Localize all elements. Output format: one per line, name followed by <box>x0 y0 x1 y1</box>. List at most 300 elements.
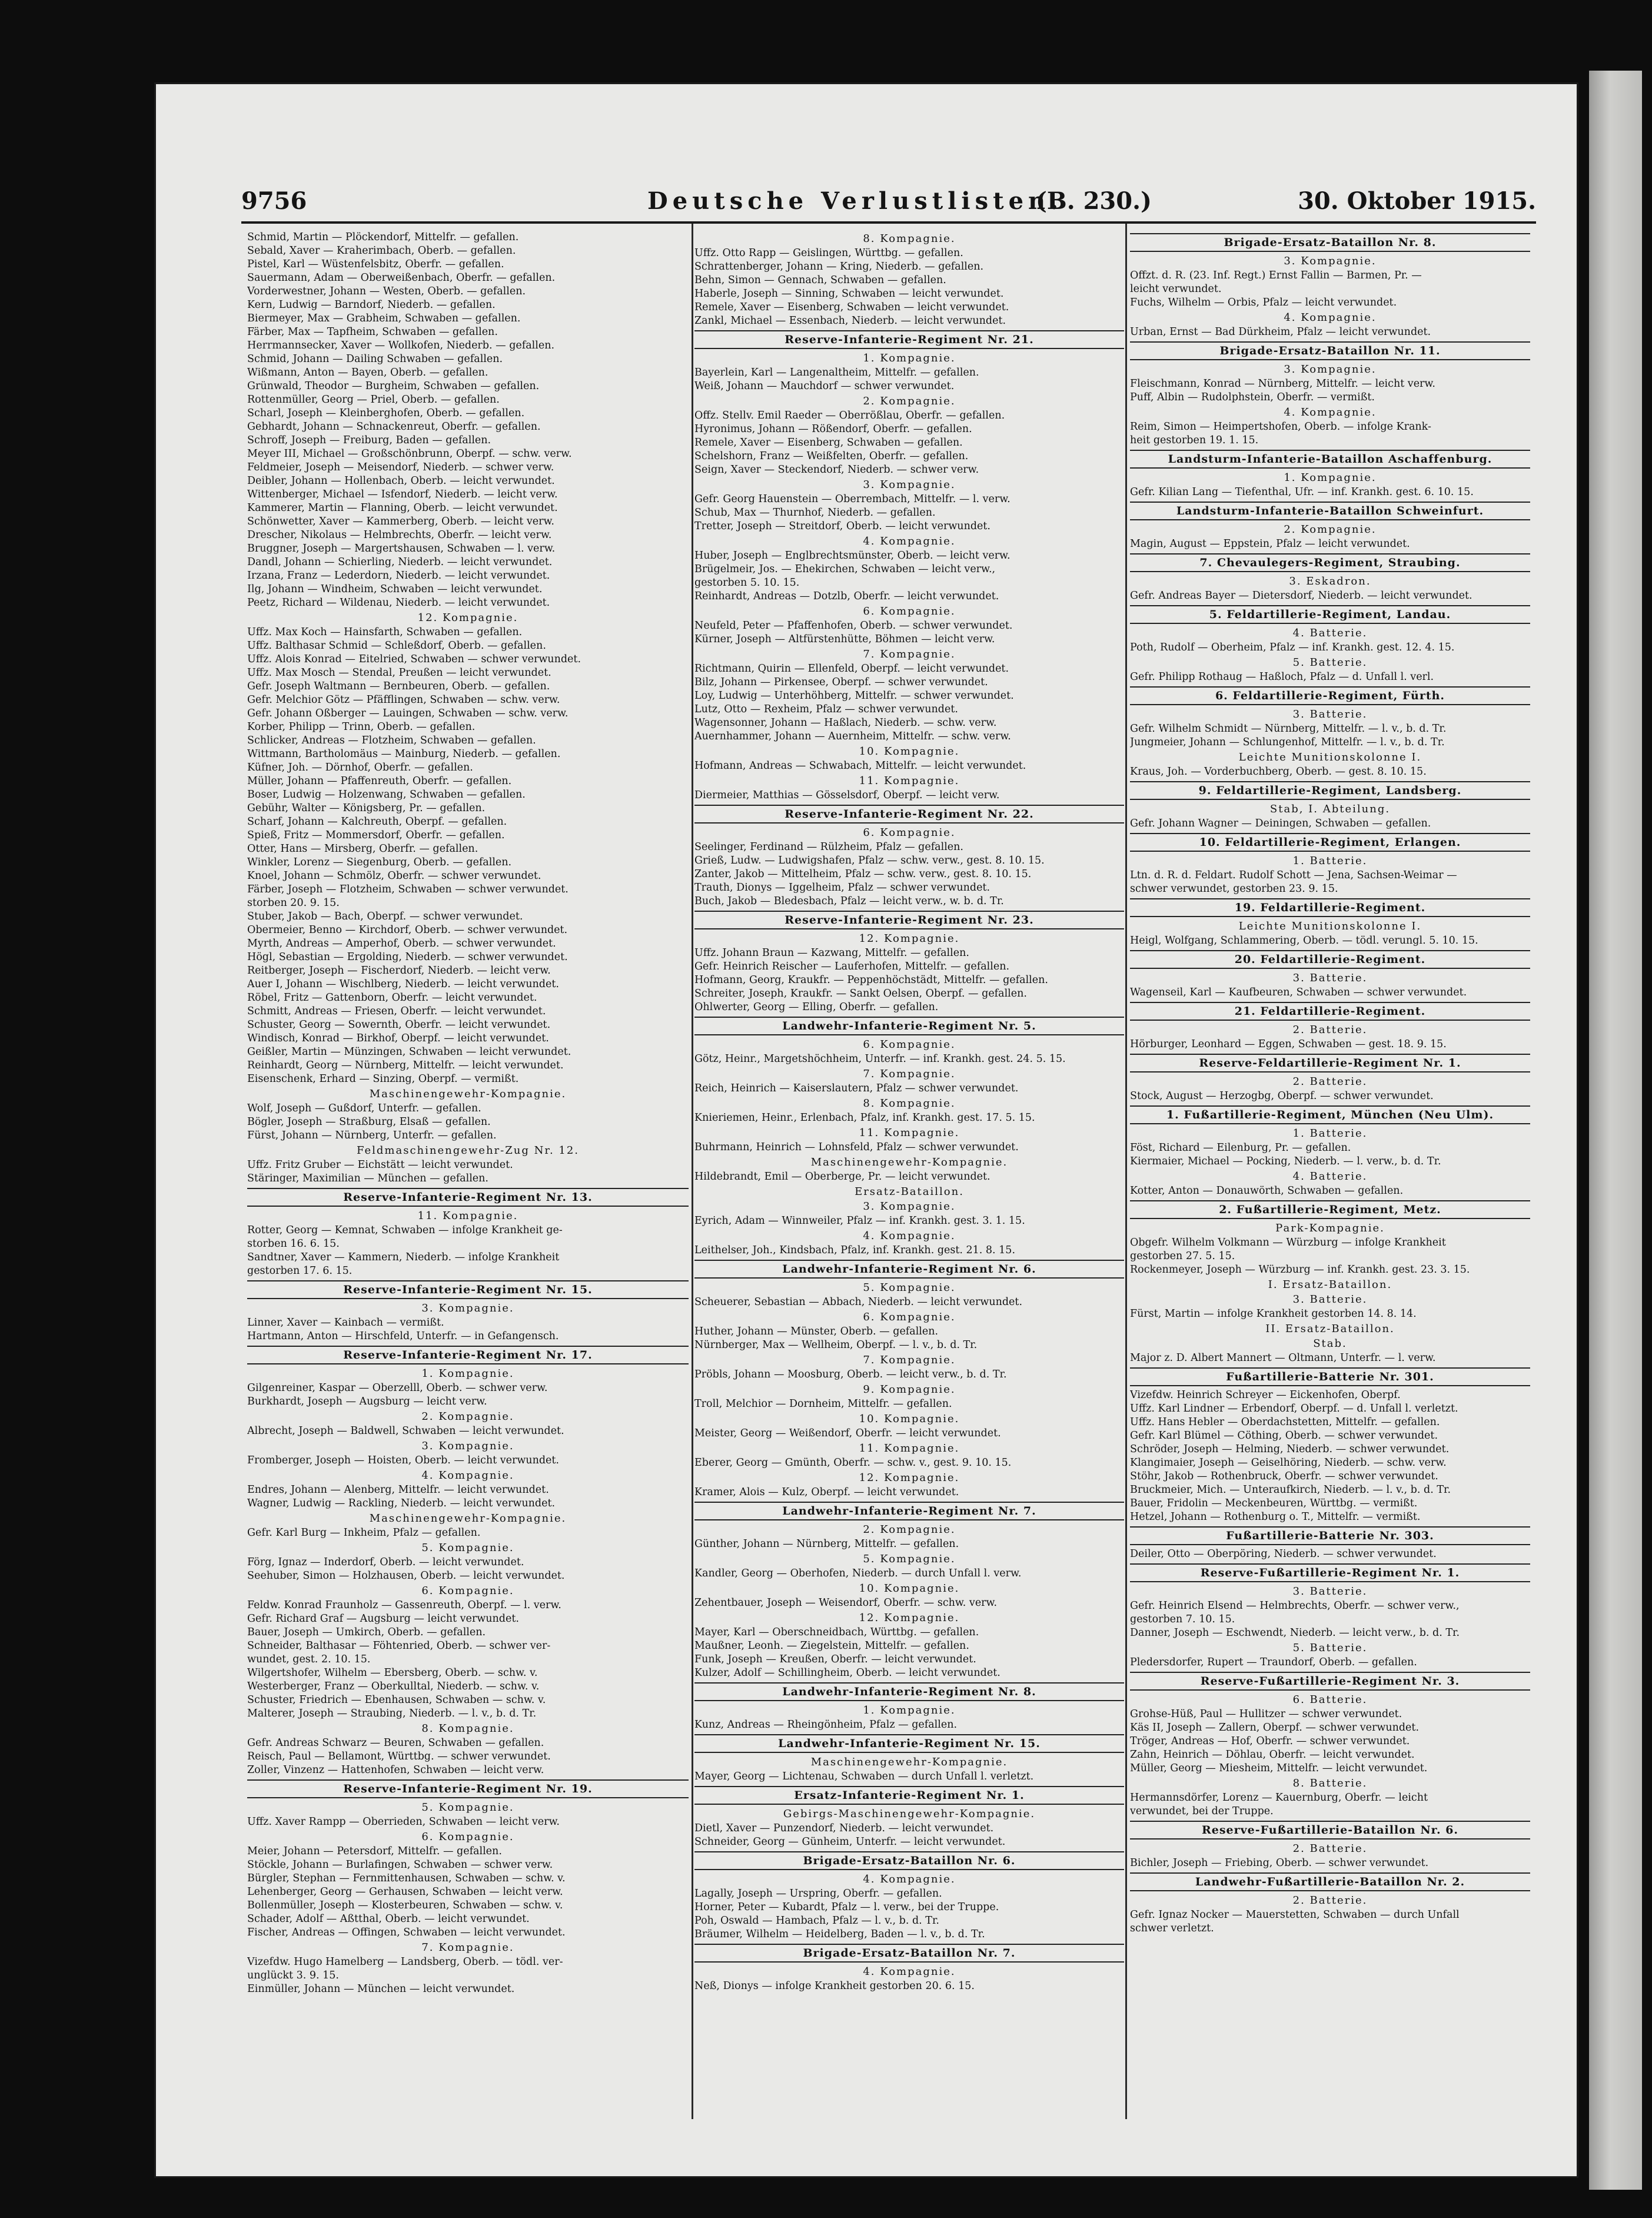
casualty-section <box>1130 1821 1530 1870</box>
casualty-section <box>1130 311 1530 339</box>
casualty-section <box>694 605 1124 646</box>
regiment-heading: Reserve-Infanterie-Regiment Nr. 13. <box>247 1188 689 1207</box>
casualty-entry: verwundet, bei der Truppe. <box>1130 1805 1274 1817</box>
casualty-entry: Seelinger, Ferdinand — Rülzheim, Pfalz — gefallen. <box>694 841 963 853</box>
casualty-entry: Lutz, Otto — Rexheim, Pfalz — schwer verwundet. <box>694 703 958 715</box>
unit-subheading: 2. Batterie. <box>1292 1024 1368 1036</box>
casualty-entry: Behn, Simon — Gennach, Schwaben — gefallen. <box>694 274 946 286</box>
casualty-entry: Schmid, Martin — Plöckendorf, Mittelfr. — gefallen. <box>247 231 519 243</box>
casualty-entry: Richtmann, Quirin — Ellenfeld, Oberpf. — leicht verwundet. <box>694 663 1009 675</box>
regiment-heading: 7. Chevaulegers-Regiment, Straubing. <box>1130 553 1530 572</box>
casualty-entry: Högl, Sebastian — Ergolding, Niederb. — schwer verwundet. <box>247 951 568 963</box>
casualty-entry: Käs II, Joseph — Zallern, Oberpf. — schwer verwundet. <box>1130 1722 1420 1734</box>
column-divider <box>1125 224 1127 2119</box>
casualty-entry: Schmitt, Andreas — Friesen, Oberfr. — leicht verwundet. <box>247 1005 546 1017</box>
casualty-section <box>1130 1337 1530 1365</box>
casualty-entry: Huber, Joseph — Englbrechtsmünster, Oberb. — leicht verw. <box>694 550 1011 562</box>
casualty-entry: Urban, Ernst — Bad Dürkheim, Pfalz — leicht verwundet. <box>1130 326 1431 338</box>
casualty-entry: Färber, Joseph — Flotzheim, Schwaben — schwer verwundet. <box>247 884 569 895</box>
casualty-section <box>694 911 1124 1014</box>
regiment-heading: Reserve-Fußartillerie-Regiment Nr. 1. <box>1130 1563 1530 1582</box>
casualty-entry: Boser, Ludwig — Holzenwang, Schwaben — gefallen. <box>247 789 526 801</box>
casualty-entry: Uffz. Balthasar Schmid — Schleßdorf, Oberb. — gefallen. <box>247 640 546 652</box>
casualty-entry: Deibler, Johann — Hollenbach, Oberb. — leicht verwundet. <box>247 475 555 487</box>
casualty-section <box>1130 406 1530 447</box>
casualty-section <box>694 1442 1124 1470</box>
casualty-entry: Scharl, Joseph — Kleinberghofen, Oberb. — gefallen. <box>247 407 525 419</box>
unit-subheading: I. Ersatz-Bataillon. <box>1268 1279 1392 1291</box>
unit-subheading: 3. Kompagnie. <box>421 1440 514 1452</box>
casualty-entry: Wagensonner, Johann — Haßlach, Niederb. — schw. verw. <box>694 717 997 729</box>
casualty-section <box>1130 1105 1530 1168</box>
casualty-section <box>694 1502 1124 1551</box>
casualty-entry: Grünwald, Theodor — Burgheim, Schwaben — gefallen. <box>247 380 540 392</box>
regiment-heading: Brigade-Ersatz-Bataillon Nr. 8. <box>1130 233 1530 252</box>
casualty-section <box>694 1851 1124 1941</box>
casualty-section <box>247 1779 689 1829</box>
unit-subheading: 4. Kompagnie. <box>863 535 956 547</box>
casualty-entry: Uffz. Johann Braun — Kazwang, Mittelfr. — gefallen. <box>694 947 969 959</box>
casualty-section <box>247 1541 689 1583</box>
casualty-entry: Vizefdw. Hugo Hamelberg — Landsberg, Oberb. — tödl. ver- <box>247 1956 563 1968</box>
casualty-entry: Uffz. Karl Lindner — Erbendorf, Oberpf. — d. Unfall l. verletzt. <box>1130 1403 1458 1415</box>
casualty-entry: Zehentbauer, Joseph — Weisendorf, Oberfr. — schw. verw. <box>694 1597 998 1609</box>
casualty-entry: Bauer, Fridolin — Meckenbeuren, Württbg. — vermißt. <box>1130 1498 1418 1509</box>
casualty-entry: schwer verletzt. <box>1130 1923 1214 1934</box>
casualty-entry: Horner, Peter — Kubardt, Pfalz — l. verw., bei der Truppe. <box>694 1901 999 1913</box>
casualty-entry: Fischer, Andreas — Offingen, Schwaben — leicht verwundet. <box>247 1927 566 1938</box>
casualty-section <box>247 1280 689 1343</box>
casualty-section <box>1130 553 1530 603</box>
casualty-entry: Uffz. Alois Konrad — Eitelried, Schwaben — schwer verwundet. <box>247 653 581 665</box>
casualty-entry: Magin, August — Eppstein, Pfalz — leicht verwundet. <box>1130 538 1410 550</box>
casualty-entry: unglückt 3. 9. 15. <box>247 1970 339 1981</box>
casualty-section <box>694 774 1124 802</box>
casualty-entry: Neß, Dionys — infolge Krankheit gestorben 20. 6. 15. <box>694 1980 975 1992</box>
casualty-entry: Loy, Ludwig — Unterhöhberg, Mittelfr. — schwer verwundet. <box>694 690 1014 702</box>
casualty-entry: Heigl, Wolfgang, Schlammering, Oberb. — tödl. verungl. 5. 10. 15. <box>1130 935 1478 947</box>
casualty-entry: Knoel, Johann — Schmölz, Oberfr. — schwer verwundet. <box>247 870 541 882</box>
unit-subheading: 6. Batterie. <box>1292 1694 1368 1706</box>
casualty-entry: Scheuerer, Sebastian — Abbach, Niederb. — leicht verwundet. <box>694 1296 1023 1308</box>
regiment-heading: Landsturm-Infanterie-Bataillon Schweinfurt. <box>1130 502 1530 520</box>
casualty-entry: Bruckmeier, Mich. — Unteraufkirch, Niederb. — l. v., b. d. Tr. <box>1130 1484 1451 1496</box>
unit-subheading: 7. Kompagnie. <box>863 1354 956 1366</box>
casualty-entry: Schader, Adolf — Aßtthal, Oberb. — leicht verwundet. <box>247 1913 530 1925</box>
casualty-entry: Stöhr, Jakob — Rothenbruck, Oberfr. — schwer verwundet. <box>1130 1470 1438 1482</box>
casualty-entry: Burkhardt, Joseph — Augsburg — leicht verw. <box>247 1396 487 1407</box>
unit-subheading: 8. Batterie. <box>1292 1777 1368 1789</box>
casualty-section <box>247 611 689 1086</box>
casualty-entry: Gefr. Johann Wagner — Deiningen, Schwaben — gefallen. <box>1130 818 1431 829</box>
regiment-heading: Brigade-Ersatz-Bataillon Nr. 6. <box>694 1851 1124 1870</box>
unit-subheading: 7. Kompagnie. <box>863 648 956 660</box>
unit-subheading: Park-Kompagnie. <box>1275 1222 1385 1234</box>
casualty-section <box>694 1353 1124 1382</box>
casualty-section <box>1130 1293 1530 1321</box>
regiment-heading: 2. Fußartillerie-Regiment, Metz. <box>1130 1200 1530 1219</box>
unit-subheading: 5. Batterie. <box>1292 1642 1368 1654</box>
casualty-entry: storben 16. 6. 15. <box>247 1238 340 1250</box>
casualty-entry: Gefr. Georg Hauenstein — Oberrembach, Mittelfr. — l. verw. <box>694 493 1011 505</box>
casualty-entry: Auernhammer, Johann — Auernheim, Mittelfr. — schw. verw. <box>694 731 1011 742</box>
casualty-entry: Zanter, Jakob — Mittelheim, Pfalz — schw. verw., gest. 8. 10. 15. <box>694 868 1032 880</box>
casualty-section <box>694 1412 1124 1440</box>
casualty-section <box>247 1512 689 1540</box>
casualty-section <box>1130 233 1530 310</box>
casualty-entry: Gebhardt, Johann — Schnackenreut, Oberfr. — gefallen. <box>247 421 541 433</box>
casualty-entry: Poh, Oswald — Hambach, Pfalz — l. v., b. d. Tr. <box>694 1915 939 1927</box>
unit-subheading: 2. Kompagnie. <box>421 1410 514 1423</box>
casualty-section <box>1130 341 1530 404</box>
casualty-section <box>694 1156 1124 1184</box>
casualty-section <box>694 1383 1124 1411</box>
unit-subheading: 3. Batterie. <box>1292 1293 1368 1306</box>
unit-subheading: 3. Kompagnie. <box>863 1200 956 1213</box>
unit-subheading: 7. Kompagnie. <box>421 1941 514 1954</box>
unit-subheading: Leichte Munitionskolonne I. <box>1238 920 1422 932</box>
casualty-entry: Gefr. Richard Graf — Augsburg — leicht verwundet. <box>247 1613 519 1625</box>
casualty-entry: Gefr. Karl Burg — Inkheim, Pfalz — gefallen. <box>247 1527 481 1539</box>
casualty-entry: Gefr. Heinrich Elsend — Helmbrechts, Oberfr. — schwer verw., <box>1130 1600 1460 1612</box>
casualty-section <box>694 394 1124 477</box>
casualty-section <box>694 1260 1124 1309</box>
casualty-entry: Schlicker, Andreas — Flotzheim, Schwaben — gefallen. <box>247 735 536 746</box>
casualty-section <box>247 1087 689 1143</box>
casualty-entry: Müller, Johann — Pfaffenreuth, Oberfr. — gefallen. <box>247 775 512 787</box>
casualty-entry: Huther, Johann — Münster, Oberb. — gefallen. <box>694 1326 939 1337</box>
unit-subheading: 11. Kompagnie. <box>859 1127 960 1139</box>
casualty-entry: Sebald, Xaver — Kraherimbach, Oberb. — gefallen. <box>247 245 516 257</box>
regiment-heading: Landsturm-Infanterie-Bataillon Aschaffenburg. <box>1130 450 1530 469</box>
casualty-section <box>1130 1054 1530 1103</box>
casualty-entry: Kammerer, Martin — Flanning, Oberb. — leicht verwundet. <box>247 502 558 514</box>
casualty-entry: Färber, Max — Tapfheim, Schwaben — gefallen. <box>247 326 498 338</box>
regiment-heading: 19. Feldartillerie-Regiment. <box>1130 898 1530 917</box>
unit-subheading: 3. Eskadron. <box>1289 575 1371 587</box>
casualty-entry: Diermeier, Matthias — Gösselsdorf, Oberpf. — leicht verw. <box>694 789 1000 801</box>
casualty-section <box>247 1346 689 1409</box>
casualty-entry: Brügelmeir, Jos. — Ehekirchen, Schwaben — leicht verw., <box>694 563 996 575</box>
casualty-entry: Fuchs, Wilhelm — Orbis, Pfalz — leicht verwundet. <box>1130 297 1397 308</box>
casualty-entry: Vorderwestner, Johann — Westen, Oberb. — gefallen. <box>247 285 526 297</box>
casualty-entry: Knieriemen, Heinr., Erlenbach, Pfalz, inf. Krankh. gest. 17. 5. 15. <box>694 1112 1035 1124</box>
unit-subheading: 5. Kompagnie. <box>421 1542 514 1554</box>
casualty-section <box>694 1582 1124 1610</box>
casualty-entry: Kiermaier, Michael — Pocking, Niederb. — l. verw., b. d. Tr. <box>1130 1156 1441 1167</box>
column-2 <box>694 231 1124 2114</box>
unit-subheading: 3. Batterie. <box>1292 708 1368 720</box>
casualty-section <box>694 1786 1124 1849</box>
casualty-section <box>247 1584 689 1721</box>
unit-subheading: 12. Kompagnie. <box>859 1612 960 1624</box>
casualty-entry: Bollenmüller, Joseph — Klosterbeuren, Schwaben — schw. v. <box>247 1900 563 1911</box>
casualty-entry: Stöckle, Johann — Burlafingen, Schwaben — schwer verw. <box>247 1859 553 1871</box>
casualty-entry: Wilgertshofer, Wilhelm — Ebersberg, Oberb. — schw. v. <box>247 1667 538 1679</box>
casualty-entry: Kürner, Joseph — Altfürstenhütte, Böhmen — leicht verw. <box>694 633 995 645</box>
casualty-entry: Ilg, Johann — Windheim, Schwaben — leicht verwundet. <box>247 583 543 595</box>
casualty-entry: Uffz. Hans Hebler — Oberdachstetten, Mittelfr. — gefallen. <box>1130 1416 1440 1428</box>
casualty-entry: Obermeier, Benno — Kirchdorf, Oberb. — schwer verwundet. <box>247 924 568 936</box>
casualty-entry: Schelshorn, Franz — Weißfelten, Oberfr. — gefallen. <box>694 450 969 462</box>
casualty-section <box>1130 833 1530 896</box>
casualty-entry: gestorben 17. 6. 15. <box>247 1265 353 1277</box>
casualty-entry: Pröbls, Johann — Moosburg, Oberb. — leicht verw., b. d. Tr. <box>694 1369 1007 1380</box>
regiment-heading: Reserve-Infanterie-Regiment Nr. 23. <box>694 911 1124 929</box>
casualty-entry: Linner, Xaver — Kainbach — vermißt. <box>247 1317 444 1329</box>
regiment-heading: 9. Feldartillerie-Regiment, Landsberg. <box>1130 781 1530 800</box>
casualty-entry: Müller, Georg — Miesheim, Mittelfr. — leicht verwundet. <box>1130 1762 1428 1774</box>
casualty-entry: Geißler, Martin — Münzingen, Schwaben — leicht verwundet. <box>247 1046 571 1058</box>
casualty-entry: Röbel, Fritz — Gattenborn, Oberfr. — leicht verwundet. <box>247 992 537 1004</box>
casualty-entry: Gefr. Wilhelm Schmidt — Nürnberg, Mittelfr. — l. v., b. d. Tr. <box>1130 723 1447 735</box>
casualty-entry: Seign, Xaver — Steckendorf, Niederb. — schwer verw. <box>694 464 979 476</box>
casualty-section <box>247 1830 689 1940</box>
casualty-entry: Grohse-Hüß, Paul — Hullitzer — schwer verwundet. <box>1130 1708 1402 1720</box>
unit-subheading: II. Ersatz-Bataillon. <box>1265 1323 1395 1335</box>
regiment-heading: 20. Feldartillerie-Regiment. <box>1130 950 1530 969</box>
casualty-entry: storben 20. 9. 15. <box>247 897 340 909</box>
casualty-entry: Wagner, Ludwig — Rackling, Niederb. — leicht verwundet. <box>247 1498 556 1509</box>
unit-subheading: 5. Kompagnie. <box>863 1281 956 1294</box>
regiment-heading: Fußartillerie-Batterie Nr. 303. <box>1130 1526 1530 1545</box>
regiment-heading: 6. Feldartillerie-Regiment, Fürth. <box>1130 686 1530 705</box>
casualty-entry: Zankl, Michael — Essenbach, Niederb. — leicht verwundet. <box>694 315 1006 327</box>
casualty-section <box>1130 950 1530 1000</box>
casualty-entry: Schmid, Johann — Dailing Schwaben — gefallen. <box>247 353 503 365</box>
casualty-section <box>694 1017 1124 1066</box>
casualty-section <box>1130 502 1530 551</box>
unit-subheading: 8. Kompagnie. <box>863 1097 956 1110</box>
unit-subheading: 3. Kompagnie. <box>1284 363 1377 376</box>
casualty-entry: Schneider, Balthasar — Föhtenried, Oberb. — schwer ver- <box>247 1640 551 1652</box>
casualty-section <box>694 1682 1124 1732</box>
casualty-entry: Offz. Stellv. Emil Raeder — Oberrößlau, Oberfr. — gefallen. <box>694 410 1005 421</box>
casualty-entry: Bögler, Joseph — Straßburg, Elsaß — gefallen. <box>247 1116 491 1128</box>
casualty-section <box>694 232 1124 328</box>
casualty-entry: Weiß, Johann — Mauchdorf — schwer verwundet. <box>694 380 955 392</box>
unit-subheading: Stab, I. Abteilung. <box>1269 803 1391 815</box>
casualty-entry: Leithelser, Joh., Kindsbach, Pfalz, inf. Krankh. gest. 21. 8. 15. <box>694 1244 1016 1256</box>
casualty-entry: Eberer, Georg — Gmünth, Oberfr. — schw. v., gest. 9. 10. 15. <box>694 1457 1012 1469</box>
casualty-section <box>694 330 1124 393</box>
casualty-entry: Rockenmeyer, Joseph — Würzburg — inf. Krankh. gest. 23. 3. 15. <box>1130 1264 1470 1276</box>
casualty-entry: Gebühr, Walter — Königsberg, Pr. — gefallen. <box>247 802 486 814</box>
casualty-entry: Bilz, Johann — Pirkensee, Oberpf. — schwer verwundet. <box>694 676 988 688</box>
casualty-entry: Bichler, Joseph — Friebing, Oberb. — schwer verwundet. <box>1130 1857 1429 1869</box>
casualty-section <box>694 1229 1124 1257</box>
casualty-entry: Feldmeier, Joseph — Meisendorf, Niederb. — schwer verw. <box>247 461 554 473</box>
regiment-heading: Landwehr-Infanterie-Regiment Nr. 6. <box>694 1260 1124 1279</box>
unit-subheading: 11. Kompagnie. <box>417 1210 518 1222</box>
casualty-section <box>694 1097 1124 1125</box>
casualty-entry: Peetz, Richard — Wildenau, Niederb. — leicht verwundet. <box>247 597 550 609</box>
casualty-section <box>694 1471 1124 1499</box>
casualty-entry: Schreiter, Joseph, Kraukfr. — Sankt Oelsen, Oberpf. — gefallen. <box>694 988 1027 1000</box>
casualty-section <box>694 745 1124 773</box>
casualty-section <box>1130 1322 1530 1336</box>
unit-subheading: 5. Kompagnie. <box>863 1553 956 1565</box>
column-3 <box>1130 231 1530 2114</box>
casualty-entry: Neufeld, Peter — Pfaffenhofen, Oberb. — schwer verwundet. <box>694 620 1013 632</box>
casualty-entry: Albrecht, Joseph — Baldwell, Schwaben — leicht verwundet. <box>247 1425 564 1437</box>
casualty-entry: Gefr. Ignaz Nocker — Mauerstetten, Schwaben — durch Unfall <box>1130 1909 1460 1921</box>
casualty-entry: Gefr. Karl Blümel — Cöthing, Oberb. — schwer verwundet. <box>1130 1430 1438 1442</box>
regiment-heading: Fußartillerie-Batterie Nr. 301. <box>1130 1367 1530 1386</box>
casualty-section <box>694 1552 1124 1581</box>
unit-subheading: Leichte Munitionskolonne I. <box>1238 751 1422 763</box>
casualty-entry: Sauermann, Adam — Oberweißenbach, Oberfr. — gefallen. <box>247 272 556 284</box>
casualty-entry: Hermannsdörfer, Lorenz — Kauernburg, Oberfr. — leicht <box>1130 1792 1428 1804</box>
casualty-entry: Gefr. Andreas Schwarz — Beuren, Schwaben — gefallen. <box>247 1737 544 1749</box>
casualty-section <box>1130 1002 1530 1051</box>
casualty-entry: Eisenschenk, Erhard — Sinzing, Oberpf. — vermißt. <box>247 1073 519 1085</box>
casualty-entry: Zoller, Vinzenz — Hattenhofen, Schwaben — leicht verw. <box>247 1764 544 1776</box>
unit-subheading: 3. Batterie. <box>1292 972 1368 984</box>
casualty-entry: Bräumer, Wilhelm — Heidelberg, Baden — l. v., b. d. Tr. <box>694 1928 985 1940</box>
regiment-heading: Landwehr-Fußartillerie-Bataillon Nr. 2. <box>1130 1872 1530 1891</box>
casualty-entry: Schuster, Friedrich — Ebenhausen, Schwaben — schw. v. <box>247 1694 546 1706</box>
casualty-entry: Wittmann, Bartholomäus — Mainburg, Niederb. — gefallen. <box>247 748 561 760</box>
casualty-entry: Funk, Joseph — Kreußen, Oberfr. — leicht verwundet. <box>694 1653 976 1665</box>
page-header <box>241 187 1536 214</box>
casualty-entry: Vizefdw. Heinrich Schreyer — Eickenhofen, Oberpf. <box>1130 1389 1401 1401</box>
casualty-entry: Herrmannsecker, Xaver — Wollkofen, Niederb. — gefallen. <box>247 340 555 351</box>
casualty-section <box>694 1944 1124 1993</box>
casualty-entry: Gefr. Andreas Bayer — Dietersdorf, Niederb. — leicht verwundet. <box>1130 590 1472 602</box>
casualty-entry: Schönwetter, Xaver — Kammerberg, Oberb. — leicht verw. <box>247 516 554 527</box>
casualty-section <box>1130 1641 1530 1669</box>
casualty-section <box>694 1067 1124 1095</box>
header-rule <box>241 221 1536 224</box>
casualty-entry: Kandler, Georg — Oberhofen, Niederb. — durch Unfall l. verw. <box>694 1568 1022 1579</box>
regiment-heading: Landwehr-Infanterie-Regiment Nr. 5. <box>694 1017 1124 1035</box>
unit-subheading: 11. Kompagnie. <box>859 1442 960 1455</box>
casualty-entry: Meyer III, Michael — Großschönbrunn, Oberpf. — schw. verw. <box>247 448 572 460</box>
publication-title: Deutsche Verlustlisten. <box>647 187 1063 215</box>
casualty-entry: Uffz. Xaver Rampp — Oberrieden, Schwaben — leicht verw. <box>247 1816 560 1828</box>
casualty-entry: Tröger, Andreas — Hof, Oberfr. — schwer verwundet. <box>1130 1735 1410 1747</box>
casualty-entry: Gilgenreiner, Kaspar — Oberzelll, Oberb. — schwer verw. <box>247 1382 548 1394</box>
casualty-section <box>694 1185 1124 1198</box>
casualty-entry: Myrth, Andreas — Amperhof, Oberb. — schwer verwundet. <box>247 938 556 949</box>
casualty-entry: Otter, Hans — Mirsberg, Oberfr. — gefallen. <box>247 843 478 855</box>
unit-subheading: 4. Batterie. <box>1292 627 1368 639</box>
casualty-entry: Reich, Heinrich — Kaiserslautern, Pfalz — schwer verwundet. <box>694 1083 1019 1094</box>
casualty-section <box>1130 898 1530 948</box>
casualty-entry: Kramer, Alois — Kulz, Oberpf. — leicht verwundet. <box>694 1486 959 1498</box>
casualty-entry: Einmüller, Johann — München — leicht verwundet. <box>247 1983 515 1995</box>
casualty-entry: gestorben 7. 10. 15. <box>1130 1613 1235 1625</box>
casualty-entry: Bruggner, Joseph — Margertshausen, Schwaben — l. verw. <box>247 543 556 554</box>
casualty-section <box>1130 1872 1530 1935</box>
casualty-section <box>1130 450 1530 499</box>
regiment-heading: Brigade-Ersatz-Bataillon Nr. 7. <box>694 1944 1124 1963</box>
unit-subheading: 10. Kompagnie. <box>859 745 960 758</box>
casualty-entry: Puff, Albin — Rudolphstein, Oberfr. — vermißt. <box>1130 391 1375 403</box>
casualty-entry: Winkler, Lorenz — Siegenburg, Oberb. — gefallen. <box>247 856 512 868</box>
casualty-entry: Biermeyer, Max — Grabheim, Schwaben — gefallen. <box>247 313 521 324</box>
unit-subheading: 4. Kompagnie. <box>1284 311 1377 324</box>
casualty-entry: Remele, Xaver — Eisenberg, Schwaben — leicht verwundet. <box>694 301 1009 313</box>
column-1 <box>247 231 689 2114</box>
casualty-entry: Schuster, Georg — Sowernth, Oberfr. — leicht verwundet. <box>247 1019 551 1031</box>
unit-subheading: 4. Batterie. <box>1292 1170 1368 1183</box>
casualty-section <box>1130 1278 1530 1291</box>
casualty-section <box>1130 781 1530 831</box>
unit-subheading: 2. Kompagnie. <box>863 1523 956 1536</box>
casualty-entry: Uffz. Otto Rapp — Geislingen, Württbg. — gefallen. <box>694 247 963 259</box>
casualty-section <box>247 1722 689 1777</box>
casualty-entry: Uffz. Fritz Gruber — Eichstätt — leicht verwundet. <box>247 1159 513 1171</box>
regiment-heading: 10. Feldartillerie-Regiment, Erlangen. <box>1130 833 1530 852</box>
casualty-entry: Wißmann, Anton — Bayen, Oberb. — gefallen. <box>247 367 488 378</box>
casualty-entry: Rotter, Georg — Kemnat, Schwaben — infolge Krankheit ge- <box>247 1224 563 1236</box>
casualty-section <box>694 1611 1124 1680</box>
unit-subheading: 4. Kompagnie. <box>863 1965 956 1978</box>
unit-subheading: 4. Kompagnie. <box>1284 406 1377 419</box>
casualty-section <box>1130 1200 1530 1277</box>
unit-subheading: Stab. <box>1313 1337 1347 1350</box>
adjacent-page-edge <box>1589 71 1642 2190</box>
casualty-entry: Eyrich, Adam — Winnweiler, Pfalz — inf. Krankh. gest. 3. 1. 15. <box>694 1215 1025 1227</box>
casualty-entry: Hofmann, Georg, Kraukfr. — Peppenhöchstädt, Mittelfr. — gefallen. <box>694 974 1048 986</box>
casualty-entry: Spieß, Fritz — Mommersdorf, Oberfr. — gefallen. <box>247 829 505 841</box>
casualty-entry: Meier, Johann — Petersdorf, Mittelfr. — gefallen. <box>247 1845 502 1857</box>
casualty-section <box>1130 656 1530 684</box>
regiment-heading: Landwehr-Infanterie-Regiment Nr. 8. <box>694 1682 1124 1701</box>
casualty-entry: Major z. D. Albert Mannert — Oltmann, Unterfr. — l. verw. <box>1130 1352 1436 1364</box>
casualty-entry: Sandtner, Xaver — Kammern, Niederb. — infolge Krankheit <box>247 1251 560 1263</box>
casualty-entry: Reisch, Paul — Bellamont, Württbg. — schwer verwundet. <box>247 1751 551 1762</box>
regiment-heading: Reserve-Infanterie-Regiment Nr. 17. <box>247 1346 689 1364</box>
unit-subheading: 12. Kompagnie. <box>417 612 518 624</box>
casualty-section <box>247 231 689 610</box>
casualty-entry: gestorben 5. 10. 15. <box>694 577 800 589</box>
casualty-entry: Gefr. Melchior Götz — Pfäfflingen, Schwaben — schw. verw. <box>247 694 560 706</box>
casualty-entry: Bürgler, Stephan — Fernmittenhausen, Schwaben — schw. v. <box>247 1872 566 1884</box>
casualty-entry: Ltn. d. R. d. Feldart. Rudolf Schott — Jena, Sachsen-Weimar — <box>1130 869 1457 881</box>
casualty-entry: Götz, Heinr., Margetshöchheim, Unterfr. — inf. Krankh. gest. 24. 5. 15. <box>694 1053 1066 1065</box>
casualty-entry: Trauth, Dionys — Iggelheim, Pfalz — schwer verwundet. <box>694 882 990 894</box>
casualty-entry: Förg, Ignaz — Inderdorf, Oberb. — leicht verwundet. <box>247 1556 524 1568</box>
unit-subheading: 2. Kompagnie. <box>863 395 956 407</box>
casualty-entry: Buhrmann, Heinrich — Lohnsfeld, Pfalz — schwer verwundet. <box>694 1141 1019 1153</box>
casualty-entry: Hildebrandt, Emil — Oberberge, Pr. — leicht verwundet. <box>694 1171 990 1183</box>
casualty-entry: Gefr. Johann Oßberger — Lauingen, Schwaben — schw. verw. <box>247 708 569 719</box>
casualty-entry: Ohlwerter, Georg — Elling, Oberfr. — gefallen. <box>694 1001 939 1013</box>
unit-subheading: 3. Kompagnie. <box>1284 255 1377 267</box>
casualty-entry: Lagally, Joseph — Urspring, Oberfr. — gefallen. <box>694 1888 942 1900</box>
unit-subheading: 4. Kompagnie. <box>863 1873 956 1885</box>
casualty-section <box>247 1941 689 1996</box>
casualty-section <box>694 1310 1124 1352</box>
regiment-heading: 21. Feldartillerie-Regiment. <box>1130 1002 1530 1021</box>
casualty-section <box>1130 686 1530 749</box>
regiment-heading: Reserve-Infanterie-Regiment Nr. 22. <box>694 805 1124 824</box>
casualty-entry: Pistel, Karl — Wüstenfelsbitz, Oberfr. — gefallen. <box>247 258 504 270</box>
casualty-entry: Buch, Jakob — Bledesbach, Pfalz — leicht verw., w. b. d. Tr. <box>694 895 1004 907</box>
casualty-section <box>1130 605 1530 655</box>
casualty-section <box>1130 1526 1530 1561</box>
casualty-entry: Klangimaier, Joseph — Geiselhöring, Niederb. — schw. verw. <box>1130 1457 1447 1469</box>
casualty-entry: Bayerlein, Karl — Langenaltheim, Mittelfr. — gefallen. <box>694 367 979 378</box>
casualty-entry: Tretter, Joseph — Streitdorf, Oberb. — leicht verwundet. <box>694 520 990 532</box>
casualty-section <box>247 1188 689 1278</box>
casualty-entry: Westerberger, Franz — Oberkulltal, Niederb. — schw. v. <box>247 1681 540 1692</box>
casualty-entry: Uffz. Max Koch — Hainsfarth, Schwaben — gefallen. <box>247 626 523 638</box>
unit-subheading: 1. Batterie. <box>1292 1127 1368 1140</box>
